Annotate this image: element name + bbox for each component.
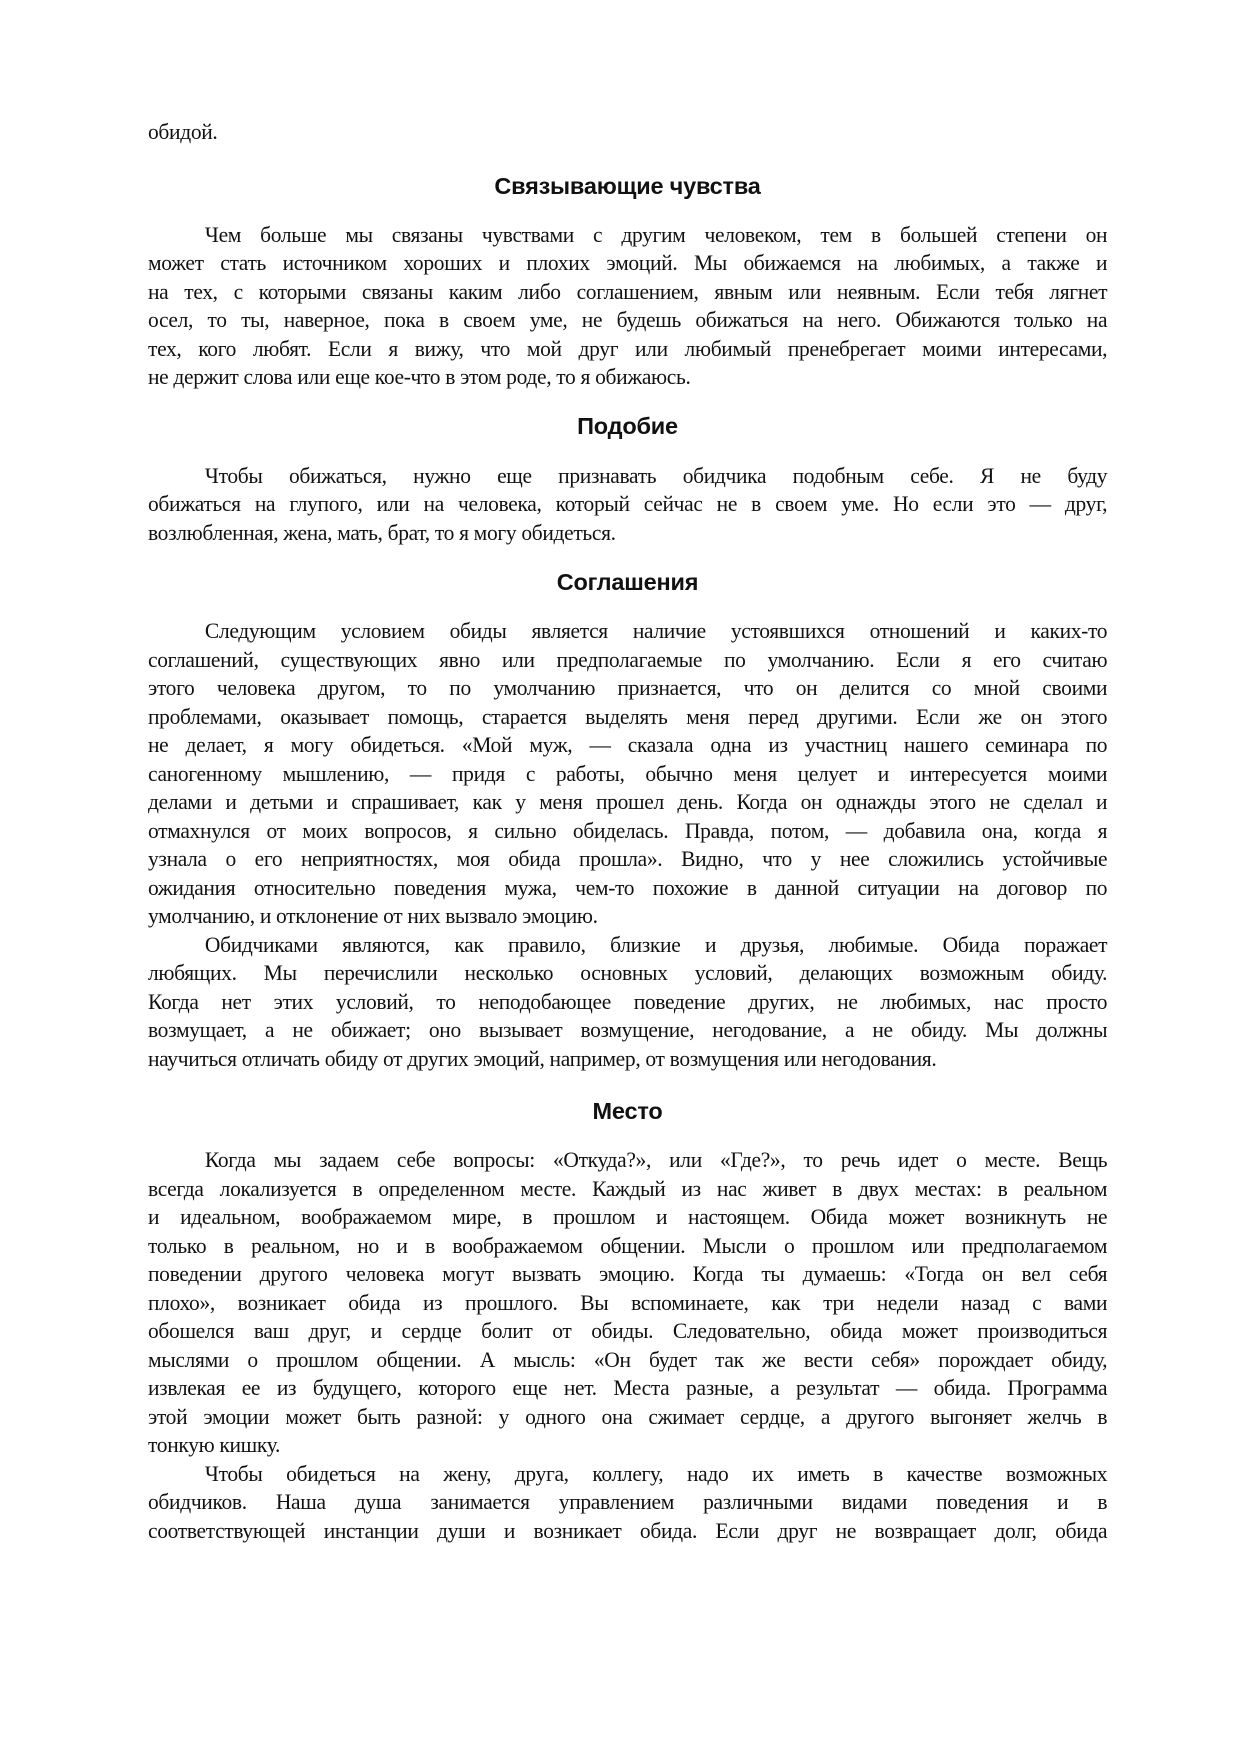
paragraph (148, 462, 1107, 548)
paragraph (148, 1460, 1107, 1546)
text-line: поведении другого человека могут вызвать эмоцию. Когда ты думаешь: «Тогда он вел себя (148, 1261, 1108, 1286)
paragraph (148, 221, 1107, 392)
text-line: осел, то ты, наверное, пока в своем уме, не будешь обижаться на него. Обижаются только на (148, 307, 1108, 332)
text-line: саногенному мышлению, — придя с работы, обычно меня целует и интересуется моими (148, 760, 1108, 786)
text-line: извлекая ее из будущего, которого еще нет. Места разные, а результат — обида. Программа (148, 1375, 1108, 1400)
section-heading-agreements: Соглашения (556, 569, 699, 595)
text-line: этого человека другом, то по умолчанию признается, что он делится со мной своими (148, 675, 1108, 700)
text-line: ожидания относительно поведения мужа, чем-то похожие в данной ситуации на договор по (148, 874, 1108, 900)
text-line: возмущает, а не обижает; оно вызывает возмущение, негодование, а не обиду. Мы должны (148, 1017, 1108, 1042)
text-line: Чтобы обижаться, нужно еще признавать обидчика подобным себе. Я не буду (204, 462, 1108, 488)
section-heading-binding-feelings: Связывающие чувства (494, 172, 761, 199)
text-line: Следующим условием обиды является наличие устоявшихся отношений и каких-то (204, 618, 1108, 643)
text-line: узнала о его неприятностях, моя обида прошла». Видно, что у нее сложились устойчивые (148, 846, 1108, 871)
text-line: обижаться на глупого, или на человека, который сейчас не в своем уме. Но если это — друг, (148, 491, 1108, 516)
text-line: плохо», возникает обида из прошлого. Вы вспоминаете, как три недели назад с вами (148, 1289, 1108, 1315)
section-heading-similarity: Подобие (577, 412, 678, 439)
text-line: обидчиков. Наша душа занимается управлением различными видами поведения и в (148, 1489, 1108, 1514)
text-line: возлюбленная, жена, мать, брат, то я могу обидеться. (148, 519, 616, 545)
text-line: проблемами, оказывает помощь, старается выделять меня перед другими. Если же он этого (148, 703, 1108, 729)
text-line: научиться отличать обиду от других эмоций, например, от возмущения или негодования. (148, 1045, 937, 1071)
text-line: не делает, я могу обидеться. «Мой муж, — сказала одна из участниц нашего семинара по (148, 732, 1108, 757)
text-line: этой эмоции может быть разной: у одного она сжимает сердце, а другого выгоняет желчь в (148, 1403, 1108, 1429)
text-line: мыслями о прошлом общении. А мысль: «Он будет так же вести себя» порождает обиду, (148, 1346, 1108, 1372)
text-line: любящих. Мы перечислили несколько основных условий, делающих возможным обиду. (148, 960, 1108, 985)
text-line: делами и детьми и спрашивает, как у меня прошел день. Когда он однажды этого не сделал и (148, 789, 1108, 814)
text-line: не держит слова или еще кое-что в этом роде, то я обижаюсь. (148, 364, 691, 389)
document-page (148, 118, 1107, 1545)
text-line: соответствующей инстанции души и возникает обида. Если друг не возвращает долг, обида (148, 1517, 1108, 1543)
text-line: всегда локализуется в определенном месте. Каждый из нас живет в двух местах: в реальном (148, 1175, 1108, 1201)
text-line: Когда мы задаем себе вопросы: «Откуда?», или «Где?», то речь идет о месте. Вещь (204, 1147, 1108, 1172)
text-line: и идеальном, воображаемом мире, в прошлом и настоящем. Обида может возникнуть не (148, 1204, 1108, 1229)
text-line: Обидчиками являются, как правило, близкие и друзья, любимые. Обида поражает (204, 931, 1108, 957)
paragraph (148, 1146, 1107, 1460)
text-line: на тех, с которыми связаны каким либо соглашением, явным или неявным. Если тебя лягнет (148, 278, 1108, 304)
text-line: соглашений, существующих явно или предполагаемые по умолчанию. Если я его считаю (148, 646, 1108, 672)
text-line: тонкую кишку. (148, 1432, 281, 1457)
text-line: Когда нет этих условий, то неподобающее поведение других, не любимых, нас просто (148, 988, 1108, 1014)
text-line: умолчанию, и отклонение от них вызвало эмоцию. (148, 903, 598, 928)
text-line: Чем больше мы связаны чувствами с другим человеком, тем в большей степени он (204, 221, 1108, 247)
paragraph (148, 931, 1107, 1074)
text-line: тех, кого любят. Если я вижу, что мой друг или любимый пренебрегает моими интересами, (148, 335, 1108, 361)
text-line: обошелся ваш друг, и сердце болит от обиды. Следовательно, обида может производиться (148, 1318, 1108, 1343)
text-line: Чтобы обидеться на жену, друга, коллегу, надо их иметь в качестве возможных (204, 1460, 1108, 1486)
text-line: может стать источником хороших и плохих эмоций. Мы обижаемся на любимых, а также и (148, 250, 1108, 275)
text-line: только в реальном, но и в воображаемом общении. Мысли о прошлом или предполагаемом (148, 1232, 1108, 1258)
text-line: отмахнулся от моих вопросов, я сильно обиделась. Правда, потом, — добавила она, когда я (148, 817, 1108, 843)
paragraph (148, 617, 1107, 931)
section-heading-place: Место (592, 1098, 663, 1124)
lead-line: обидой. (148, 119, 218, 144)
